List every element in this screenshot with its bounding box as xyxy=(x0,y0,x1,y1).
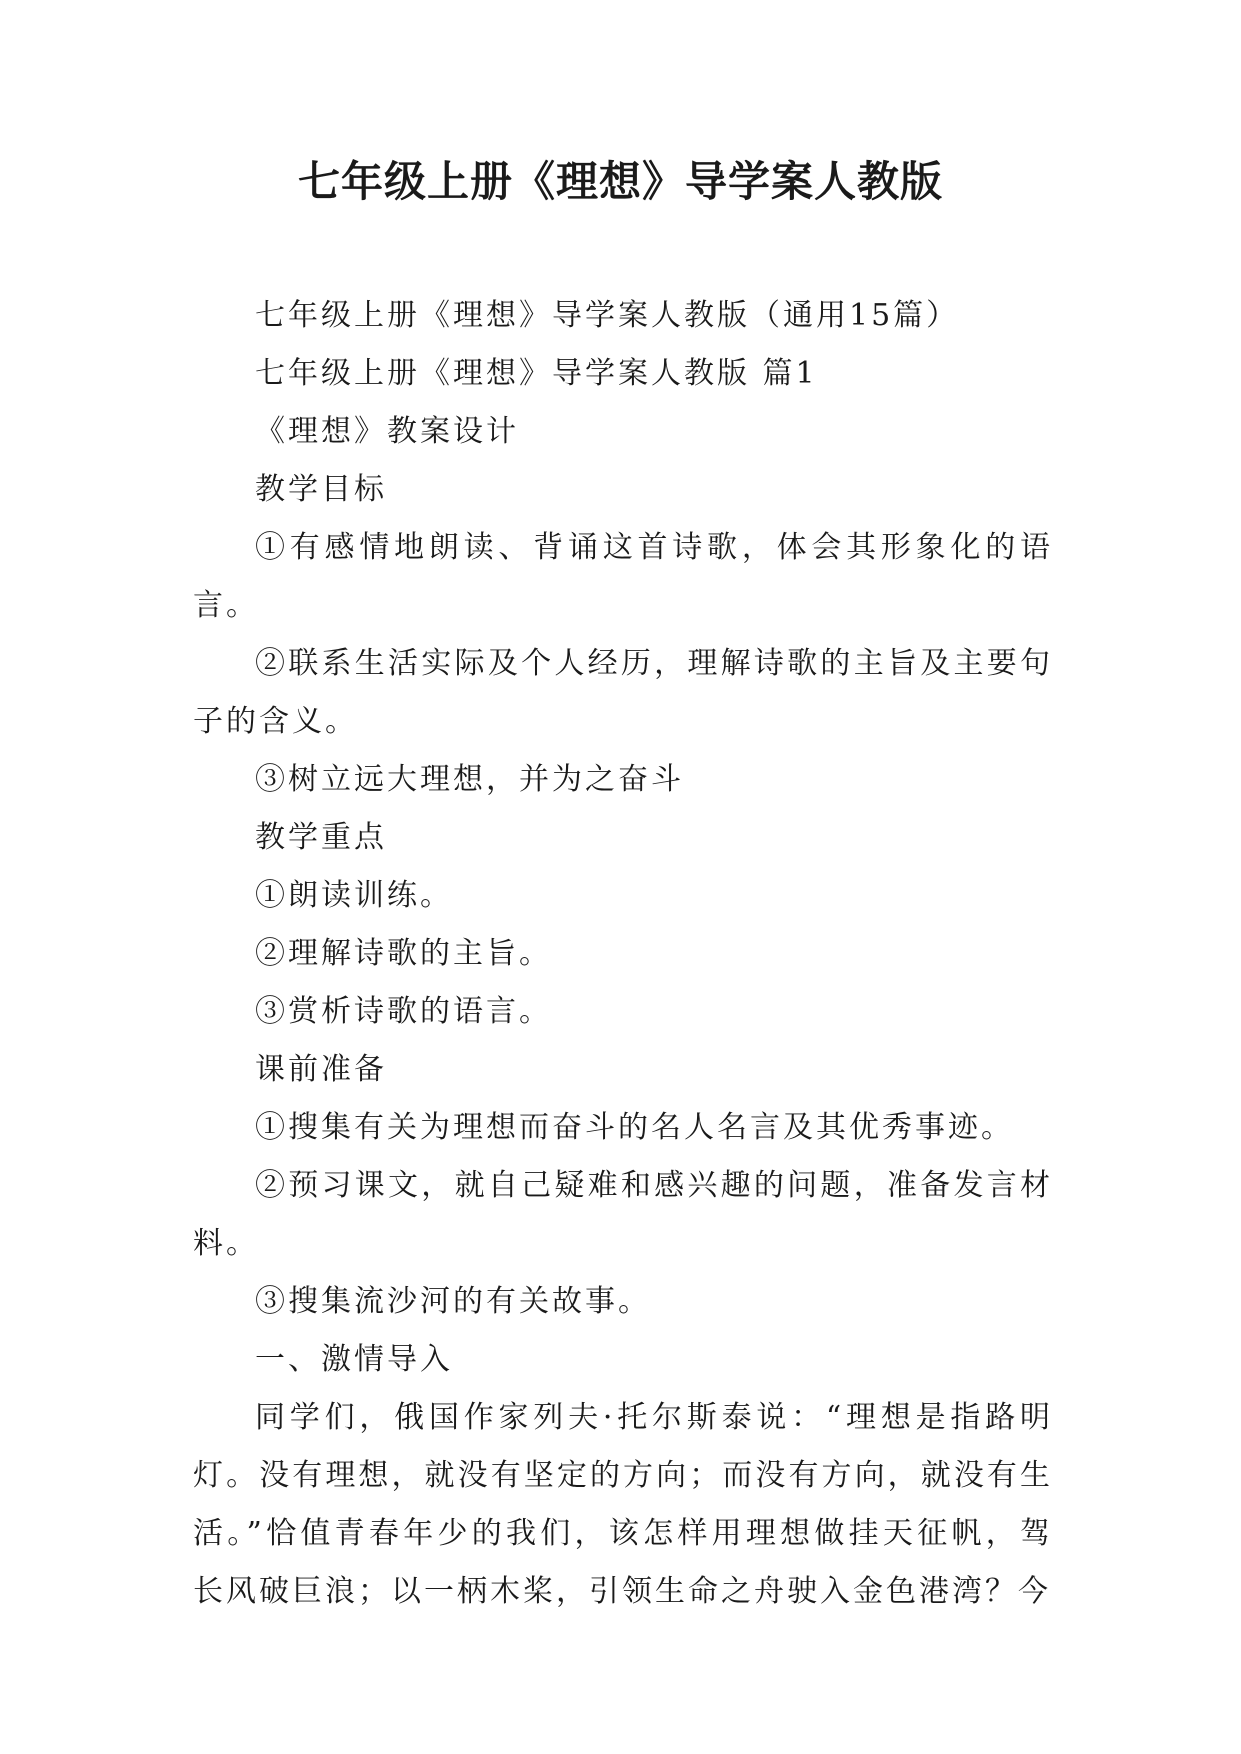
paragraph-prep-2: ②预习课文，就自己疑难和感兴趣的问题，准备发言材料。 xyxy=(193,1168,1053,1261)
paragraph-prep-3: ③搜集流沙河的有关故事。 xyxy=(255,1284,651,1319)
paragraph-goal-1: ①有感情地朗读、背诵这首诗歌，体会其形象化的语言。 xyxy=(193,530,1053,623)
paragraph-section-heading: 七年级上册《理想》导学案人教版 篇1 xyxy=(255,356,818,391)
paragraph-intro-text: 同学们，俄国作家列夫·托尔斯泰说：“理想是指路明灯。没有理想，就没有坚定的方向；而没有方向，就没有生活。”恰值青春年少的我们，该怎样用理想做挂天征帆，驾长风破巨浪；以一柄木桨，引领生命之舟驶入金色港湾？今 xyxy=(193,1400,1053,1609)
paragraph-heading-intro: 一、激情导入 xyxy=(255,1342,453,1377)
paragraph-lesson-title: 《理想》教案设计 xyxy=(255,414,519,449)
paragraph-heading-preparation: 课前准备 xyxy=(255,1052,387,1087)
paragraph-focus-3: ③赏析诗歌的语言。 xyxy=(255,994,552,1029)
document-body xyxy=(193,287,1053,1621)
paragraph-goal-2: ②联系生活实际及个人经历，理解诗歌的主旨及主要句子的含义。 xyxy=(193,646,1053,739)
paragraph-heading-focus: 教学重点 xyxy=(255,820,387,855)
paragraph-focus-2: ②理解诗歌的主旨。 xyxy=(255,936,552,971)
document-title: 七年级上册《理想》导学案人教版 xyxy=(297,157,943,206)
paragraph-prep-1: ①搜集有关为理想而奋斗的名人名言及其优秀事迹。 xyxy=(255,1110,1014,1145)
paragraph-heading-goals: 教学目标 xyxy=(255,472,387,507)
paragraph-goal-3: ③树立远大理想，并为之奋斗 xyxy=(255,762,684,797)
paragraph-focus-1: ①朗读训练。 xyxy=(255,878,453,913)
paragraph-subtitle: 七年级上册《理想》导学案人教版（通用15篇） xyxy=(255,298,960,333)
